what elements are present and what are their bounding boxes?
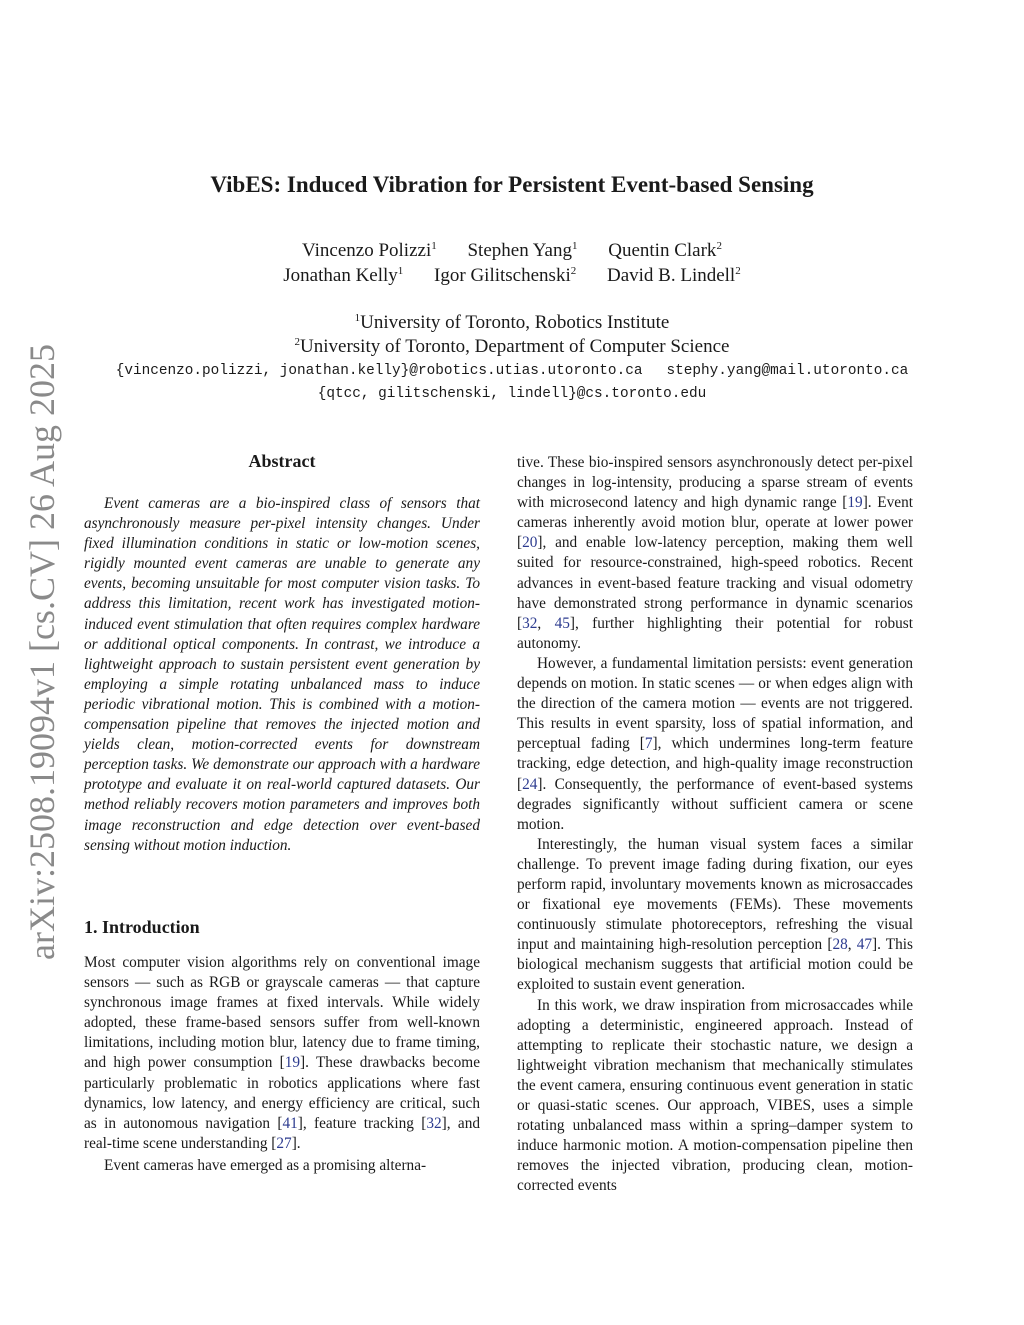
abstract-text: Event cameras are a bio-inspired class of sensors that asynchronously measure per-pixel intensity changes. Under fixed illumination conditions in static or low-motion scenes, rigidly mounted event cameras are unable to generate any events, becoming unsuitable for most computer vision tasks. To address this limitation, recent work has investigated motion-induced event stimulation that often requires complex hardware or additional optical components. In contrast, we introduce a lightweight approach to sustain persistent event generation by employing a simple rotating unbalanced mass to induce periodic vibrational motion. This is combined with a motion-compensation pipeline that removes the injected motion and yields clean, motion-corrected events for downstream perception tasks. We demonstrate our approach with a hardware prototype and evaluate it on real-world captured datasets. Our method reliably recovers motion parameters and improves both image reconstruction and edge detection over event-based sensing without motion induction. [84,495,480,854]
affiliation-2: $^2$University of Toronto, Department of Computer Science [294,336,730,357]
author: Vincenzo Polizzi$^1$ [302,240,437,261]
email-line-1: {vincenzo.polizzi, jonathan.kelly}@robotics.utias.utoronto.ca stephy.yang@mail.utoronto.ca [115,363,909,379]
paper-title: VibES: Induced Vibration for Persistent Event-based Sensing [210,172,814,197]
arxiv-side-label: arXiv:2508.19094v1 [cs.CV] 26 Aug 2025 [22,344,62,960]
author: Jonathan Kelly$^1$ [283,265,404,286]
citation-link[interactable]: 28 [832,936,848,954]
section-heading-introduction: 1. Introduction [84,917,200,937]
author: Igor Gilitschenski$^2$ [434,265,577,286]
citation-link[interactable]: 32 [426,1114,442,1132]
email-line-2: {qtcc, gilitschenski, lindell}@cs.toronto.edu [317,386,707,402]
right-paragraph-3: Interestingly, the human visual system faces a similar challenge. To prevent image fading during fixation, our eyes perform rapid, involuntary movements known as microsaccades or fixational eye movements (FEMs). These movements continuously stimulate photoreceptors, refreshing the visual input and maintaining high-resolution perception [28, 47]. This biological mechanism suggests that artificial motion could be exploited to sustain event generation. [517,835,913,994]
citation-link[interactable]: 19 [847,494,863,512]
intro-paragraph-2: Event cameras have emerged as a promising alterna- [104,1156,427,1174]
citation-link[interactable]: 7 [644,735,653,753]
intro-paragraph-1: Most computer vision algorithms rely on conventional image sensors — such as RGB or grayscale cameras — that capture synchronous image frames at fixed intervals. While widely adopted, these frame-based sensors suffer from well-known limitations, including motion blur, latency due to frame timing, and high power consumption [19]. These drawbacks become particularly problematic in robotics applications where fast dynamics, low latency, and energy efficiency are critical, such as in autonomous navigation [41], feature tracking [32], and real-time scene understanding [27]. [84,954,480,1152]
author: Stephen Yang$^1$ [467,240,578,261]
right-paragraph-4: In this work, we draw inspiration from microsaccades while adopting a deterministic, engineered approach. Instead of attempting to replicate their stochastic nature, we design a lightweight vibration mechanism that mechanically stimulates the event camera, ensuring continuous event generation in static or quasi-static scenes. Our approach, VIBES, uses a simple rotating unbalanced mass within a spring–damper system to induce harmonic motion. A motion-compensation pipeline then removes the injected vibration, producing clean, motion-corrected events [517,996,913,1195]
author: David B. Lindell$^2$ [606,265,741,286]
intro-column [84,953,480,1176]
affiliation-1: $^1$University of Toronto, Robotics Institute [354,312,670,333]
author-row-1 [0,240,1024,262]
author: Quentin Clark$^2$ [608,240,722,261]
right-paragraph-1: tive. These bio-inspired sensors asynchronously detect per-pixel changes in log-intensity, producing a sparse stream of events with microsecond latency and high dynamic range [19]. Event cameras inherently avoid motion blur, operate at lower power [20], and enable low-latency perception, making them well suited for resource-constrained, high-speed robotics. Recent advances in event-based feature tracking and visual odometry have demonstrated strong performance in dynamic scenarios [32, 45], further highlighting their potential for robust autonomy. [517,454,913,652]
citation-link[interactable]: 27 [276,1134,292,1152]
citation-link[interactable]: 32 [522,614,538,632]
right-column [517,453,913,1196]
citation-link[interactable]: 24 [522,775,538,793]
author-row-2 [0,265,1024,287]
citation-link[interactable]: 19 [284,1054,301,1072]
citation-link[interactable]: 20 [522,534,538,552]
citation-link[interactable]: 41 [282,1114,298,1132]
abstract-heading: Abstract [248,451,316,471]
citation-link[interactable]: 47 [856,936,873,954]
right-paragraph-2: However, a fundamental limitation persists: event generation depends on motion. In static scenes — or when edges align with the direction of the camera motion — events are not triggered. This results in event sparsity, loss of spatial information, and perceptual fading [7], which undermines long-term feature tracking, edge detection, and high-quality image reconstruction [24]. Consequently, the performance of event-based systems degrades significantly without sufficient camera or scene motion. [517,654,913,833]
citation-link[interactable]: 45 [554,614,570,632]
